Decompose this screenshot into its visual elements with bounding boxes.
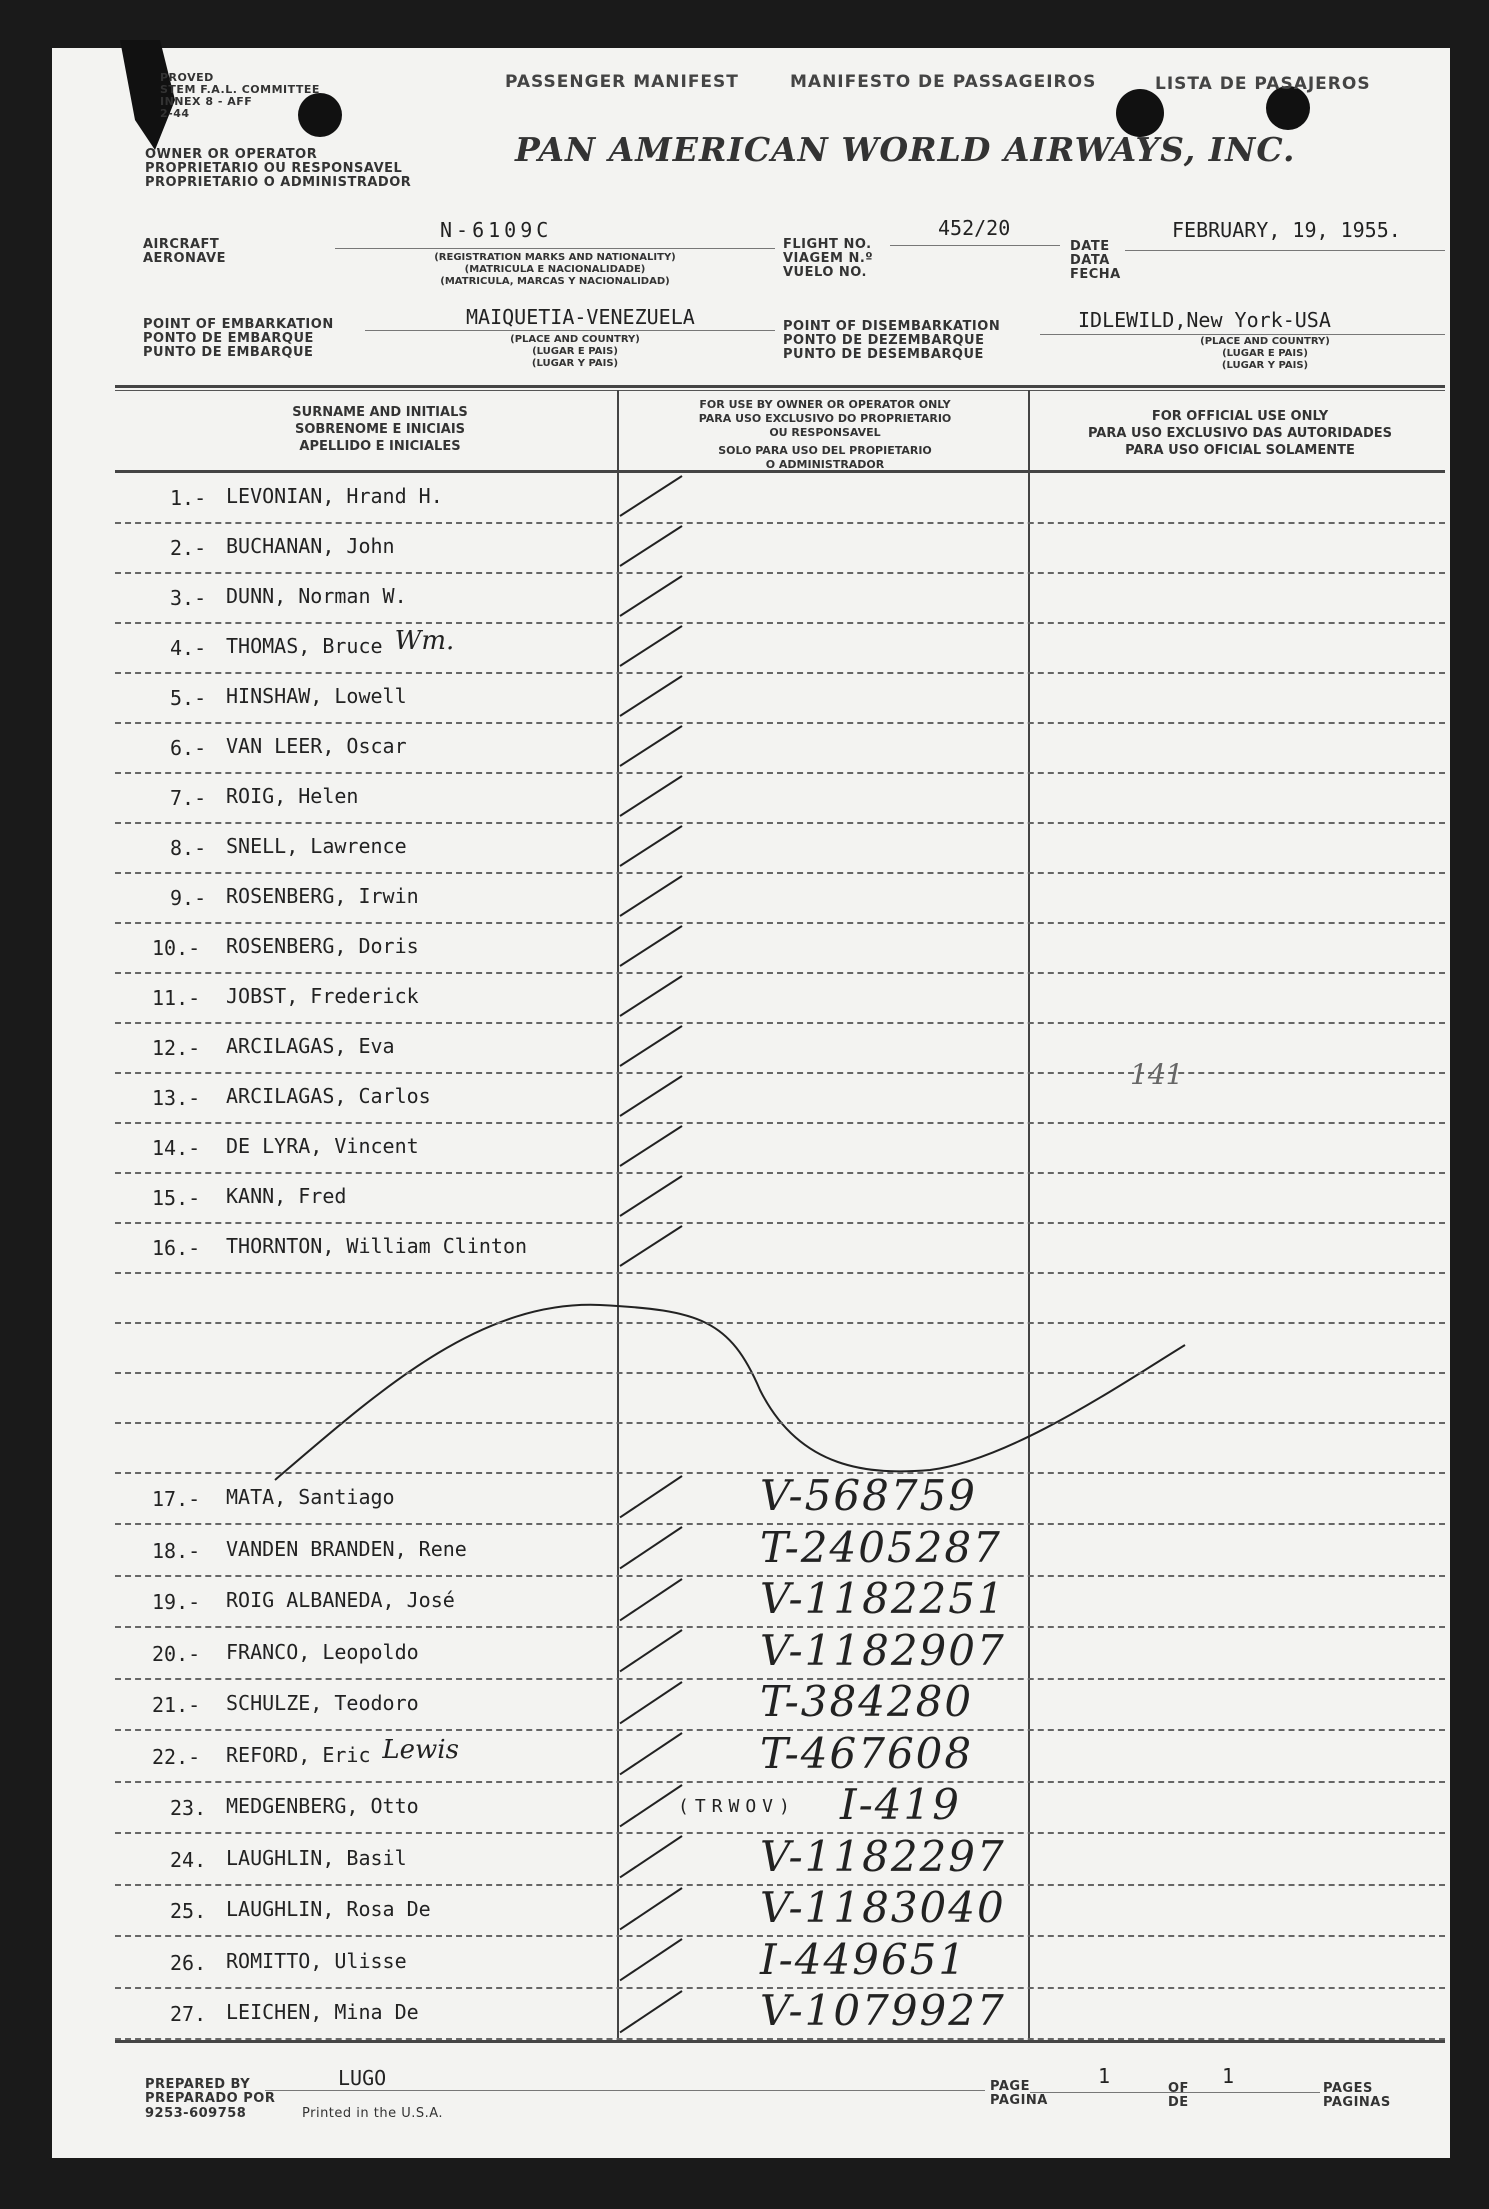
passenger-number: 14.- — [152, 1136, 201, 1160]
row-divider — [115, 622, 1445, 624]
check-mark-icon — [612, 1884, 702, 1935]
passenger-name: LEICHEN, Mina De — [226, 2000, 419, 2024]
check-mark-icon — [612, 972, 702, 1022]
passenger-number: 23. — [170, 1796, 207, 1821]
embark-caption: (PLACE AND COUNTRY) (LUGAR E PAIS) (LUGAR Y PAIS) — [510, 334, 640, 369]
disembark-value: IDLEWILD,New York-USA — [1078, 308, 1331, 332]
check-mark-icon — [612, 1072, 702, 1122]
passenger-number: 19.- — [152, 1590, 201, 1615]
passenger-name: ROIG, Helen — [226, 784, 359, 808]
passenger-name: ROMITTO, Ulisse — [226, 1948, 407, 1973]
ticket-number: V-1079927 — [760, 1986, 1006, 2035]
check-mark-icon — [612, 522, 702, 572]
passenger-number: 15.- — [152, 1186, 201, 1210]
check-mark-icon — [612, 1222, 702, 1272]
page-number: 1 — [1098, 2064, 1111, 2088]
passenger-number: 1.- — [170, 486, 207, 510]
registration-caption: (REGISTRATION MARKS AND NATIONALITY) (MATRICULA E NACIONALIDADE) (MATRICULA, MARCAS Y NACIONALIDAD) — [434, 252, 676, 287]
passenger-name: THOMAS, Bruce — [226, 634, 383, 658]
passenger-number: 26. — [170, 1950, 207, 1975]
passenger-name: DE LYRA, Vincent — [226, 1134, 419, 1158]
of-labels: OF DE — [1168, 2081, 1189, 2110]
passenger-name: ROSENBERG, Irwin — [226, 884, 419, 908]
date-labels: DATE DATA FECHA — [1070, 239, 1121, 282]
check-mark-icon — [612, 472, 702, 522]
column-header-names: SURNAME AND INITIALS SOBRENOME E INICIAIS APELLIDO E INICIALES — [292, 405, 468, 454]
check-mark-icon — [612, 1626, 702, 1677]
check-mark-icon — [612, 1523, 702, 1574]
check-mark-icon — [612, 572, 702, 622]
passenger-name: LEVONIAN, Hrand H. — [226, 484, 443, 508]
passenger-number: 21.- — [152, 1693, 201, 1718]
prepared-by: LUGO — [338, 2066, 387, 2090]
passenger-name: ROIG ALBANEDA, José — [226, 1588, 455, 1613]
row-divider — [115, 1122, 1445, 1124]
ticket-number: V-568759 — [760, 1471, 977, 1521]
passenger-name: BUCHANAN, John — [226, 534, 395, 558]
row-divider — [115, 2038, 1445, 2040]
ticket-number: I-449651 — [760, 1934, 968, 1984]
handwritten-addition: Wm. — [394, 626, 455, 656]
column-header-official: FOR OFFICIAL USE ONLY PARA USO EXCLUSIVO DAS AUTORIDADES PARA USO OFICIAL SOLAMENTE — [1087, 409, 1393, 458]
passenger-name: ARCILAGAS, Carlos — [226, 1084, 431, 1108]
title-spanish: LISTA DE PASAJEROS — [1155, 74, 1371, 94]
ticket-number: V-1182907 — [760, 1625, 1006, 1675]
ticket-number: V-1182251 — [760, 1574, 1006, 1624]
form-number: 9253-609758 — [145, 2106, 247, 2121]
printed-note: Printed in the U.S.A. — [302, 2106, 444, 2121]
page-total: 1 — [1222, 2064, 1235, 2088]
passenger-number: 2.- — [170, 536, 207, 560]
passenger-name: THORNTON, William Clinton — [226, 1234, 528, 1258]
passenger-name: ROSENBERG, Doris — [226, 934, 419, 958]
check-mark-icon — [612, 722, 702, 772]
passenger-name: LAUGHLIN, Basil — [226, 1845, 407, 1870]
passenger-number: 20.- — [152, 1641, 201, 1666]
passenger-number: 6.- — [170, 736, 207, 760]
check-mark-icon — [612, 1832, 702, 1883]
passenger-name: VAN LEER, Oscar — [226, 734, 407, 758]
ticket-number: V-1183040 — [760, 1883, 1006, 1933]
passenger-number: 4.- — [170, 636, 207, 660]
passenger-number: 24. — [170, 1847, 207, 1872]
ticket-number: I-419 — [840, 1780, 961, 1830]
row-divider — [115, 772, 1445, 774]
approval-stamp: PROVED STEM F.A.L. COMMITTEE INNEX 8 - AFF 2-44 — [160, 71, 320, 120]
row-divider — [115, 1781, 1445, 1783]
check-mark-icon — [612, 1987, 702, 2038]
disembark-labels: POINT OF DISEMBARKATION PONTO DE DEZEMBARQUE PUNTO DE DESEMBARQUE — [783, 319, 1001, 362]
passenger-name: JOBST, Frederick — [226, 984, 419, 1008]
row-divider — [115, 722, 1445, 724]
registration-value: N-6109C — [440, 218, 553, 242]
passenger-name: HINSHAW, Lowell — [226, 684, 407, 708]
row-divider — [115, 522, 1445, 524]
embark-value: MAIQUETIA-VENEZUELA — [466, 305, 695, 329]
row-divider — [115, 1022, 1445, 1024]
disembark-caption: (PLACE AND COUNTRY) (LUGAR E PAIS) (LUGAR Y PAIS) — [1200, 336, 1330, 371]
row-divider — [115, 972, 1445, 974]
passenger-name: ARCILAGAS, Eva — [226, 1034, 395, 1058]
passenger-number: 5.- — [170, 686, 207, 710]
passenger-name: SNELL, Lawrence — [226, 834, 407, 858]
passenger-name: FRANCO, Leopoldo — [226, 1639, 419, 1664]
ticket-prefix: (TRWOV) — [678, 1796, 796, 1818]
passenger-number: 7.- — [170, 786, 207, 810]
passenger-name: SCHULZE, Teodoro — [226, 1691, 419, 1716]
passenger-name: REFORD, Eric — [226, 1742, 371, 1767]
blank-row-divider — [115, 1422, 1445, 1424]
passenger-number: 17.- — [152, 1487, 201, 1512]
blank-row-divider — [115, 1322, 1445, 1324]
passenger-name: MATA, Santiago — [226, 1485, 395, 1510]
passenger-number: 10.- — [152, 936, 201, 960]
row-divider — [115, 872, 1445, 874]
row-divider — [115, 1272, 1445, 1274]
row-divider — [115, 572, 1445, 574]
row-divider — [115, 922, 1445, 924]
blank-row-divider — [115, 1372, 1445, 1374]
check-mark-icon — [612, 1935, 702, 1986]
check-mark-icon — [612, 1172, 702, 1222]
passenger-number: 13.- — [152, 1086, 201, 1110]
passenger-number: 9.- — [170, 886, 207, 910]
ticket-number: T-467608 — [760, 1728, 974, 1778]
flight-number: 452/20 — [938, 216, 1011, 240]
operator-labels: OWNER OR OPERATOR PROPRIETARIO OU RESPONSAVEL PROPRIETARIO O ADMINISTRADOR — [145, 147, 412, 190]
check-mark-icon — [612, 772, 702, 822]
prepared-labels: PREPARED BY PREPARADO POR — [145, 2077, 276, 2106]
check-mark-icon — [612, 1122, 702, 1172]
passenger-number: 22.- — [152, 1744, 201, 1769]
passenger-name: DUNN, Norman W. — [226, 584, 407, 608]
check-mark-icon — [612, 1022, 702, 1072]
check-mark-icon — [612, 1472, 702, 1523]
check-mark-icon — [612, 1729, 702, 1780]
passenger-number: 25. — [170, 1899, 207, 1924]
passenger-name: MEDGENBERG, Otto — [226, 1794, 419, 1819]
official-note: 141 — [1130, 1058, 1184, 1091]
airline-name: PAN AMERICAN WORLD AIRWAYS, INC. — [515, 130, 1296, 169]
row-divider — [115, 1222, 1445, 1224]
passenger-number: 3.- — [170, 586, 207, 610]
aircraft-labels: AIRCRAFT AERONAVE — [143, 237, 227, 266]
passenger-number: 8.- — [170, 836, 207, 860]
row-divider — [115, 1072, 1445, 1074]
row-divider — [115, 1172, 1445, 1174]
check-mark-icon — [612, 1575, 702, 1626]
flight-labels: FLIGHT NO. VIAGEM N.º VUELO NO. — [783, 237, 874, 280]
passenger-number: 12.- — [152, 1036, 201, 1060]
check-mark-icon — [612, 672, 702, 722]
column-header-operator: FOR USE BY OWNER OR OPERATOR ONLY PARA USO EXCLUSIVO DO PROPRIETARIO OU RESPONSAVEL SOLO PARA USO DEL PROPIETARIO O ADMINISTRADOR — [698, 398, 952, 471]
flight-date: FEBRUARY, 19, 1955. — [1172, 218, 1401, 242]
passenger-number: 27. — [170, 2002, 207, 2026]
page-labels: PAGE PAGINA — [990, 2079, 1048, 2108]
check-mark-icon — [612, 622, 702, 672]
check-mark-icon — [612, 822, 702, 872]
passenger-number: 18.- — [152, 1538, 201, 1563]
handwritten-addition: Lewis — [382, 1734, 459, 1765]
passenger-name: LAUGHLIN, Rosa De — [226, 1897, 431, 1922]
pages-labels: PAGES PAGINAS — [1323, 2081, 1391, 2110]
embark-labels: POINT OF EMBARKATION PONTO DE EMBARQUE PUNTO DE EMBARQUE — [143, 317, 334, 360]
check-mark-icon — [612, 872, 702, 922]
check-mark-icon — [612, 922, 702, 972]
ticket-number: V-1182297 — [760, 1831, 1006, 1881]
passenger-name: KANN, Fred — [226, 1184, 347, 1208]
passenger-number: 11.- — [152, 986, 201, 1010]
title-portuguese: MANIFESTO DE PASSAGEIROS — [790, 72, 1097, 92]
row-divider — [115, 822, 1445, 824]
check-mark-icon — [612, 1678, 702, 1729]
passenger-number: 16.- — [152, 1236, 201, 1260]
row-divider — [115, 672, 1445, 674]
ticket-number: T-2405287 — [760, 1522, 1002, 1572]
passenger-name: VANDEN BRANDEN, Rene — [226, 1536, 467, 1561]
title-english: PASSENGER MANIFEST — [505, 72, 739, 92]
ticket-number: T-384280 — [760, 1677, 974, 1727]
